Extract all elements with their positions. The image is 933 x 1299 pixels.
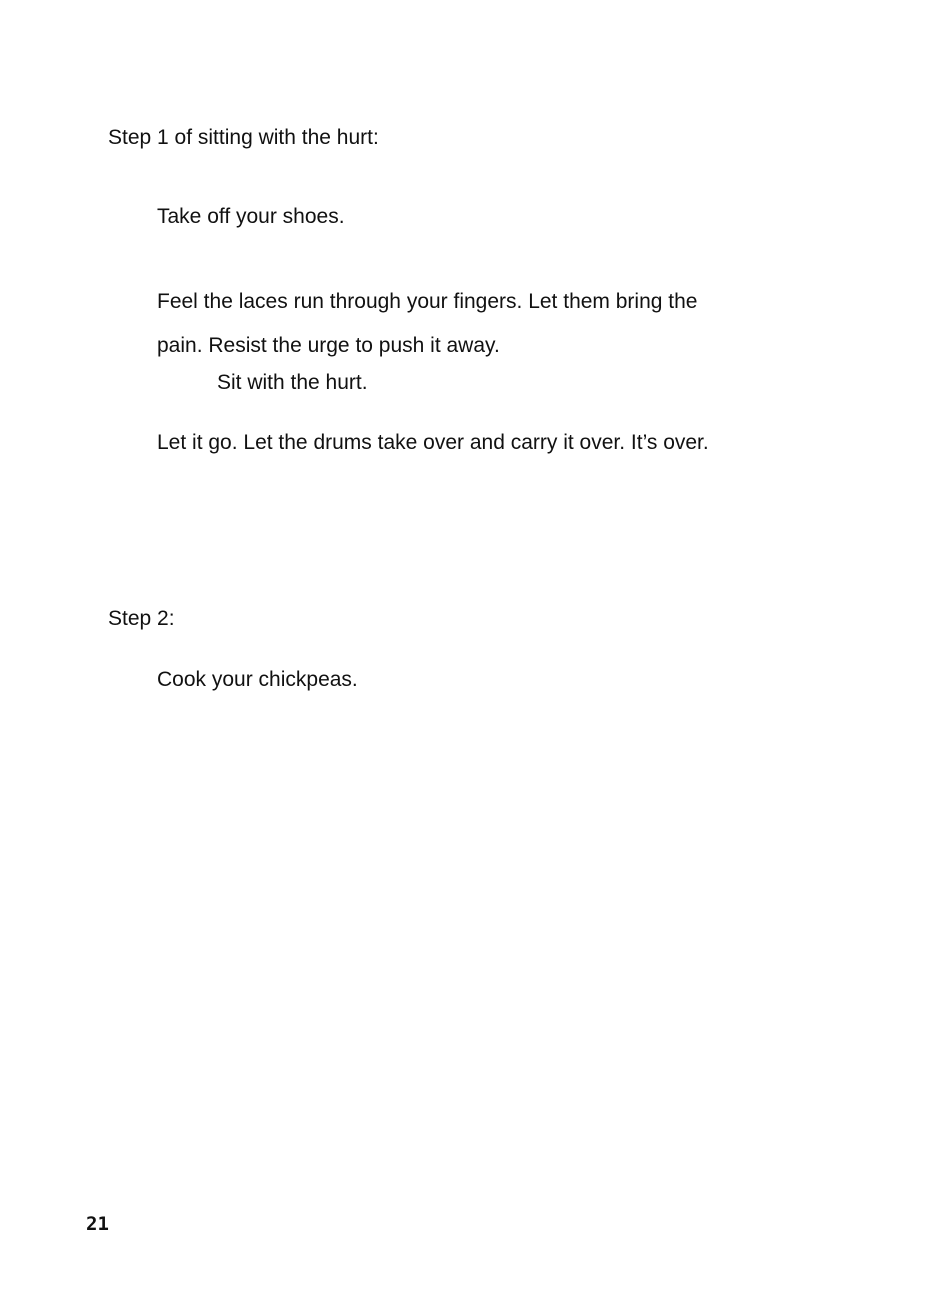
page-number: 21: [86, 1213, 109, 1235]
step-1-line-shoes: Take off your shoes.: [157, 205, 345, 228]
step-1-line-laces: Feel the laces run through your fingers. Let them bring the: [157, 290, 698, 313]
step-1-line-pain: pain. Resist the urge to push it away.: [157, 334, 500, 357]
step-2-heading: Step 2:: [108, 607, 175, 630]
step-2-line-chickpeas: Cook your chickpeas.: [157, 668, 358, 691]
step-1-line-sit: Sit with the hurt.: [217, 371, 368, 394]
step-1-heading: Step 1 of sitting with the hurt:: [108, 126, 379, 149]
step-1-line-let-go: Let it go. Let the drums take over and carry it over. It’s over.: [157, 431, 709, 454]
